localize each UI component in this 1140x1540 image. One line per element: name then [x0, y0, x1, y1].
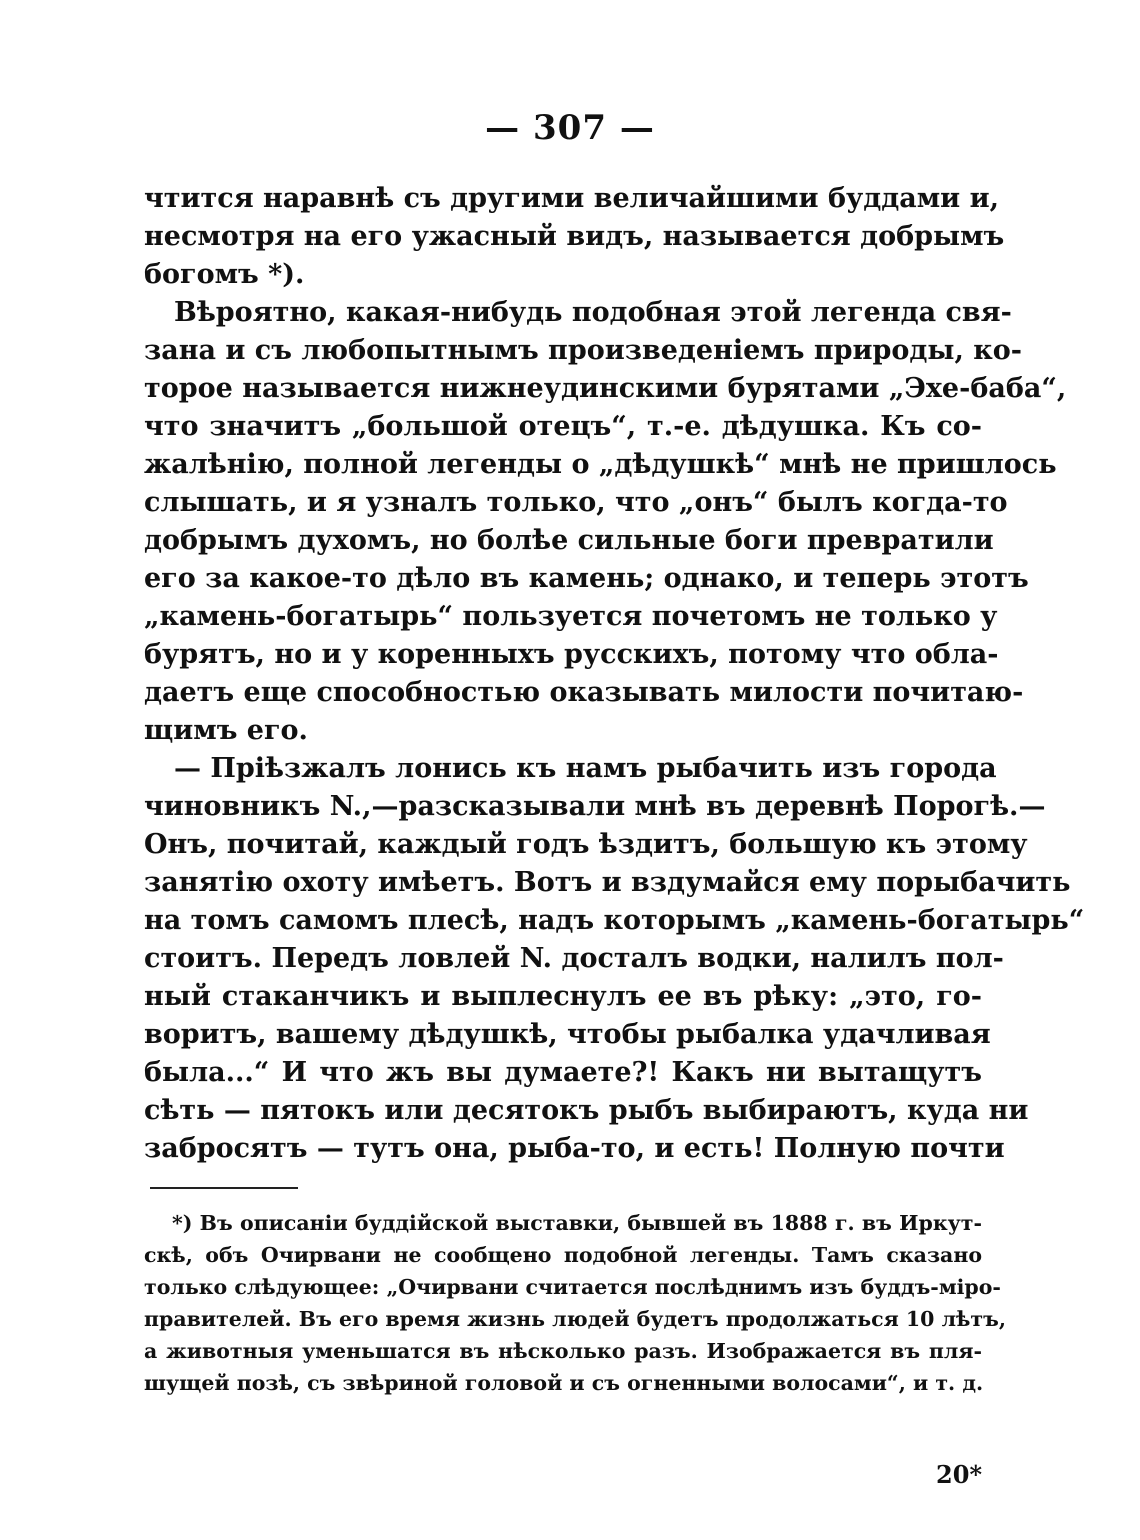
footnote-separator	[150, 1187, 298, 1189]
text-line: даетъ еще способностью оказывать милости почитаю-	[144, 677, 1024, 708]
text-line: чтится наравнѣ съ другими величайшими буддами и,	[144, 183, 1000, 214]
text-line: ный стаканчикъ и выплеснулъ ее въ рѣку: „это, го-	[144, 981, 982, 1012]
text-line: зана и съ любопытнымъ произведеніемъ природы, ко-	[144, 335, 1022, 366]
footnote-line: а животныя уменьшатся въ нѣсколько разъ. Изображается въ пля-	[144, 1339, 982, 1363]
text-line: была...“ И что жъ вы думаете?! Какъ ни вытащутъ	[144, 1057, 982, 1088]
text-line: его за какое-то дѣло въ камень; однако, и теперь этотъ	[144, 563, 1029, 594]
text-line: несмотря на его ужасный видъ, называется добрымъ	[144, 221, 1005, 252]
text-line: бурятъ, но и у коренныхъ русскихъ, потому что обла-	[144, 639, 999, 670]
text-line: воритъ, вашему дѣдушкѣ, чтобы рыбалка удачливая	[144, 1019, 991, 1050]
footnote-line: шущей позѣ, съ звѣриной головой и съ огненными волосами“, и т. д.	[144, 1371, 984, 1395]
text-line: забросятъ — тутъ она, рыба-то, и есть! Полную почти	[144, 1133, 1005, 1164]
text-line: что значитъ „большой отецъ“, т.-е. дѣдушка. Къ со-	[144, 411, 982, 442]
text-line: занятію охоту имѣетъ. Вотъ и вздумайся ему порыбачить	[144, 867, 1071, 898]
signature-mark: 20*	[936, 1460, 982, 1489]
text-line: Онъ, почитай, каждый годъ ѣздитъ, большую къ этому	[144, 829, 1028, 860]
text-line: добрымъ духомъ, но болѣе сильные боги превратили	[144, 525, 994, 556]
text-line: щимъ его.	[144, 715, 308, 746]
footnote-line: скѣ, объ Очирвани не сообщено подобной легенды. Тамъ сказано	[144, 1243, 982, 1267]
footnote-line: только слѣдующее: „Очирвани считается послѣднимъ изъ буддъ-міро-	[144, 1275, 1001, 1299]
text-line: на томъ самомъ плесѣ, надъ которымъ „камень-богатырь“	[144, 905, 1085, 936]
footnote-line: правителей. Въ его время жизнь людей будетъ продолжаться 10 лѣтъ,	[144, 1307, 1007, 1331]
text-line: стоитъ. Передъ ловлей N. досталъ водки, налилъ пол-	[144, 943, 1004, 974]
page-number: — 307 —	[485, 108, 655, 148]
text-line: Вѣроятно, какая-нибудь подобная этой легенда свя-	[174, 297, 1012, 328]
text-line: жалѣнію, полной легенды о „дѣдушкѣ“ мнѣ не пришлось	[144, 449, 1057, 480]
text-line: — Пріѣзжалъ лонись къ намъ рыбачить изъ города	[174, 753, 997, 784]
footnote-line: *) Въ описаніи буддійской выставки, бывшей въ 1888 г. въ Иркут-	[172, 1211, 982, 1235]
text-line: торое называется нижнеудинскими бурятами „Эхе-баба“,	[144, 373, 1067, 404]
text-line: богомъ *).	[144, 259, 305, 290]
text-line: сѣть — пятокъ или десятокъ рыбъ выбираютъ, куда ни	[144, 1095, 1029, 1126]
text-line: „камень-богатырь“ пользуется почетомъ не только у	[144, 601, 998, 632]
text-line: слышать, и я узналъ только, что „онъ“ былъ когда-то	[144, 487, 1008, 518]
text-line: чиновникъ N.,—разсказывали мнѣ въ деревнѣ Порогѣ.—	[144, 791, 1046, 822]
